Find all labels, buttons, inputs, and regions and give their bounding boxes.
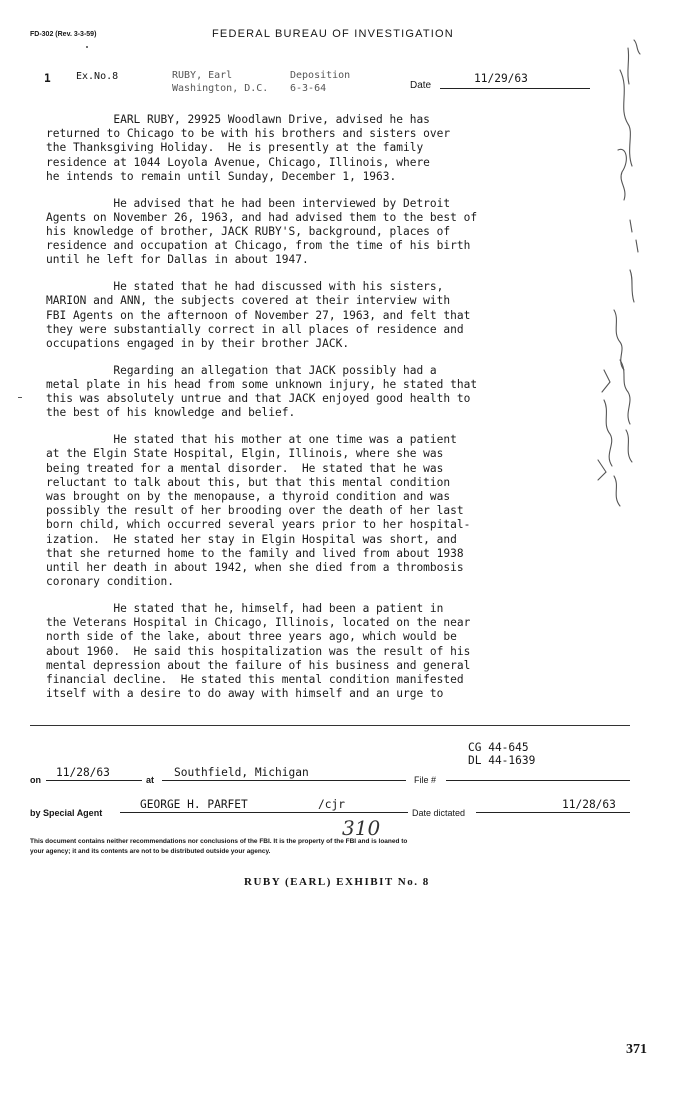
body-line: He advised that he had been interviewed by Detroit — [46, 196, 451, 210]
file-label: File # — [414, 775, 437, 785]
body-line: residence and occupation at Chicago, from the time of his birth — [46, 239, 471, 253]
hand-mark — [630, 220, 632, 232]
body-line: being treated for a mental disorder. He stated that he was — [46, 461, 444, 475]
hand-mark — [634, 40, 640, 54]
hand-mark — [614, 310, 624, 370]
date-underline — [440, 88, 590, 89]
body-line: ization. He stated her stay in Elgin Hospital was short, and — [46, 532, 457, 546]
hand-mark — [618, 149, 626, 200]
hand-mark — [620, 70, 632, 166]
hand-mark — [626, 430, 632, 462]
disclaimer-line1: This document contains neither recommendations nor conclusions of the FBI. It is the property of the FBI and is loaned to — [30, 838, 408, 845]
body-line — [46, 421, 591, 434]
body-line: the best of his knowledge and belief. — [46, 406, 296, 420]
at-underline — [162, 780, 406, 781]
hand-mark — [636, 240, 638, 252]
hand-mark — [602, 370, 610, 392]
body-line: until her death in about 1942, when she died from a thrombosis — [46, 561, 464, 575]
file-underline — [446, 780, 630, 781]
body-line: mental depression about the failure of his business and general — [46, 658, 471, 672]
body-line: occupations engaged in by their brother JACK. — [46, 337, 350, 351]
hand-mark — [598, 460, 606, 480]
exhibit-ref: Ex.No.8 — [76, 71, 119, 82]
body-line: He stated that he had discussed with his sisters, — [46, 280, 444, 294]
form-id: FD-302 (Rev. 3-3-59) — [30, 31, 97, 38]
by-agent-label: by Special Agent — [30, 808, 103, 818]
body-line: residence at 1044 Loyola Avenue, Chicago, Illinois, where — [46, 155, 430, 169]
disclaimer-line2: your agency; it and its contents are not to be distributed outside your agency. — [30, 848, 271, 855]
agent-underline — [120, 812, 408, 813]
hand-mark — [630, 270, 634, 302]
margin-dash — [18, 397, 22, 398]
body-line: financial decline. He stated this mental condition manifested — [46, 673, 464, 687]
on-label: on — [30, 775, 41, 785]
body-line: his knowledge of brother, JACK RUBY'S, background, places of — [46, 225, 451, 239]
body-line: about 1960. He said this hospitalization was the result of his — [46, 644, 471, 658]
subject-name: RUBY, Earl — [172, 70, 233, 81]
file-number-cg: CG 44-645 — [468, 741, 529, 754]
body-line: born child, which occurred several years prior to her hospital- — [46, 518, 471, 532]
body-line — [46, 589, 591, 602]
body-line — [46, 351, 591, 364]
body-line: MARION and ANN, the subjects covered at their interview with — [46, 294, 451, 308]
dictated-label: Date dictated — [412, 808, 466, 818]
hand-mark — [604, 400, 612, 466]
body-line: possibly the result of her brooding over the death of her last — [46, 504, 464, 518]
body-line: returned to Chicago to be with his brothers and sisters over — [46, 127, 451, 141]
hand-mark — [614, 476, 620, 506]
body-line: He stated that he, himself, had been a patient in — [46, 602, 444, 616]
body-line: Regarding an allegation that JACK possibly had a — [46, 363, 437, 377]
on-underline — [46, 780, 142, 781]
exhibit-caption: RUBY (EARL) EXHIBIT No. 8 — [244, 876, 430, 888]
body-line: reluctant to talk about this, but that this mental condition — [46, 475, 451, 489]
body-line — [46, 268, 591, 281]
body-line: at the Elgin State Hospital, Elgin, Illinois, where she was — [46, 447, 444, 461]
deposition-date: 6-3-64 — [290, 83, 327, 94]
hand-mark — [628, 48, 629, 84]
body-line: north side of the lake, about three years ago, which would be — [46, 630, 457, 644]
body-line — [46, 184, 591, 197]
body-line: they were substantially correct in all places of residence and — [46, 322, 464, 336]
agency-title: FEDERAL BUREAU OF INVESTIGATION — [212, 28, 454, 40]
footer-separator — [30, 725, 630, 726]
page-no: 1 — [44, 72, 51, 85]
file-number-dl: DL 44-1639 — [468, 754, 536, 767]
interview-date: 11/28/63 — [56, 766, 110, 779]
body-line: He stated that his mother at one time was a patient — [46, 433, 457, 447]
deposition-label: Deposition — [290, 70, 351, 81]
body-line: was brought on by the menopause, a thyroid condition and was — [46, 490, 451, 504]
hand-mark — [620, 360, 630, 424]
date-label: Date — [410, 80, 432, 91]
body-line: until he left for Dallas in about 1947. — [46, 253, 309, 267]
document-body — [46, 113, 591, 701]
margin-annotations — [590, 20, 680, 540]
subject-place: Washington, D.C. — [172, 83, 269, 94]
body-line: itself with a desire to do away with himself and an urge to — [46, 687, 444, 701]
body-line: FBI Agents on the afternoon of November 27, 1963, and felt that — [46, 308, 471, 322]
body-line: metal plate in his head from some unknown injury, he stated that — [46, 378, 478, 392]
body-line: coronary condition. — [46, 575, 174, 589]
body-line: the Thanksgiving Holiday. He is presently at the family — [46, 141, 424, 155]
dictated-underline — [476, 812, 630, 813]
handwritten-number: 310 — [342, 816, 381, 840]
mark-dot — [86, 46, 88, 48]
body-line: the Veterans Hospital in Chicago, Illinois, located on the near — [46, 616, 471, 630]
dictated-date: 11/28/63 — [562, 798, 616, 811]
body-line: Agents on November 26, 1963, and had advised them to the best of — [46, 210, 478, 224]
body-line: he intends to remain until Sunday, December 1, 1963. — [46, 169, 397, 183]
body-line: that she returned home to the family and lived from about 1938 — [46, 546, 464, 560]
date-value: 11/29/63 — [474, 72, 528, 85]
at-label: at — [146, 775, 155, 785]
typist-initials: /cjr — [318, 798, 345, 811]
page-number: 371 — [626, 1042, 647, 1057]
body-line: this was absolutely untrue and that JACK enjoyed good health to — [46, 392, 471, 406]
agent-name: GEORGE H. PARFET — [140, 798, 248, 811]
interview-location: Southfield, Michigan — [174, 766, 309, 779]
body-line: EARL RUBY, 29925 Woodlawn Drive, advised he has — [46, 113, 430, 126]
